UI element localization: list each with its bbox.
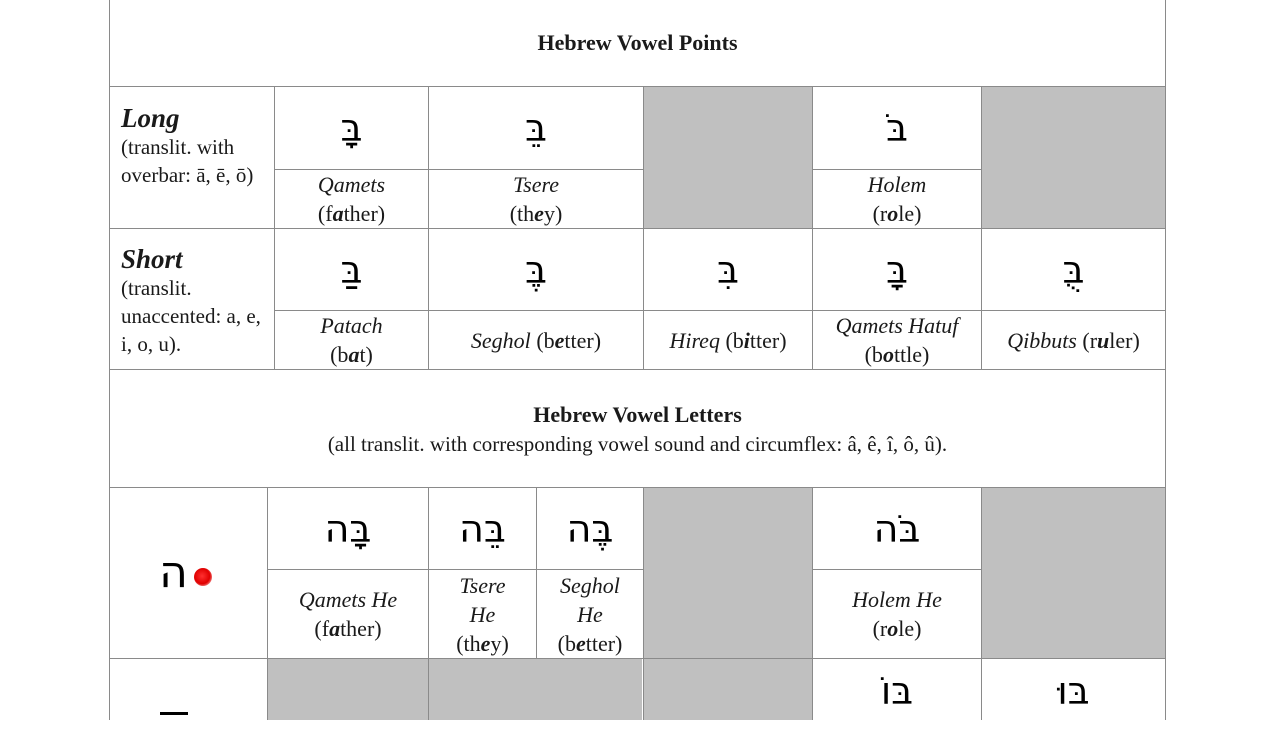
- long-tsere-glyph: בֵּ: [525, 106, 547, 150]
- short-qibbuts-glyph: בֻּ: [1062, 247, 1085, 292]
- vowel-letters-subtitle: (all translit. with corresponding vowel sound and circumflex: â, ê, î, ô, û).: [327, 431, 948, 456]
- short-hireq-label: Hireq (bitter): [669, 327, 787, 353]
- shaded-cell: [981, 87, 1165, 228]
- short-row-header: [110, 244, 274, 358]
- shaded-cell: [643, 659, 812, 720]
- short-qamets-hatuf-glyph: בָּ: [886, 247, 908, 292]
- vowel-points-title: Hebrew Vowel Points: [537, 30, 738, 55]
- seghol-he-glyph: בֶּה: [566, 506, 614, 551]
- he-letter: ה: [159, 547, 188, 598]
- short-hireq-glyph: בִּ: [717, 247, 739, 292]
- tsere-he-glyph: בֵּה: [459, 506, 506, 551]
- shaded-cell: [981, 488, 1165, 658]
- short-heading: Short: [121, 244, 183, 274]
- qamets-he-glyph: בָּה: [324, 506, 372, 551]
- short-qamets-hatuf-label: Qamets Hatuf (bottle): [835, 313, 959, 367]
- long-heading: Long: [121, 103, 180, 133]
- short-description: (translit. unaccented: a, e, i, o, u).: [121, 276, 261, 356]
- short-patach-label: Patach (bat): [320, 313, 383, 367]
- holem-he-glyph: בֹּה: [873, 506, 921, 551]
- long-tsere-label: Tsere (they): [509, 172, 563, 226]
- short-seghol-glyph: בֶּ: [525, 247, 547, 292]
- short-qibbuts-label: Qibbuts (ruler): [1007, 327, 1140, 353]
- short-seghol-label: Seghol (better): [470, 327, 602, 353]
- long-qamets-glyph: בָּ: [340, 106, 363, 150]
- shaded-cell: [643, 87, 812, 228]
- qamets-he-label: Qamets He (father): [298, 587, 398, 641]
- seghol-he-label: Seghol He (better): [557, 572, 623, 656]
- short-patach-glyph: בַּ: [340, 247, 363, 292]
- shaded-cell: [267, 659, 642, 720]
- long-holem-label: Holem (role): [867, 172, 927, 226]
- cursor-dot: [194, 568, 212, 586]
- long-description: (translit. with overbar: ā, ē, ō): [121, 135, 254, 187]
- tsere-he-label: Tsere He (they): [456, 572, 509, 656]
- long-qamets-label: Qamets (father): [317, 172, 386, 226]
- waw-letter-partial: [160, 712, 188, 715]
- vowel-letters-title: Hebrew Vowel Letters: [533, 401, 742, 427]
- long-holem-glyph: בֹּ: [886, 106, 908, 150]
- long-row-header: [110, 103, 274, 189]
- holem-he-label: Holem He (role): [852, 587, 942, 641]
- shureq-glyph: בּוּ: [1057, 669, 1090, 713]
- holem-waw-glyph: בּוֹ: [880, 669, 914, 713]
- shaded-cell: [643, 488, 812, 658]
